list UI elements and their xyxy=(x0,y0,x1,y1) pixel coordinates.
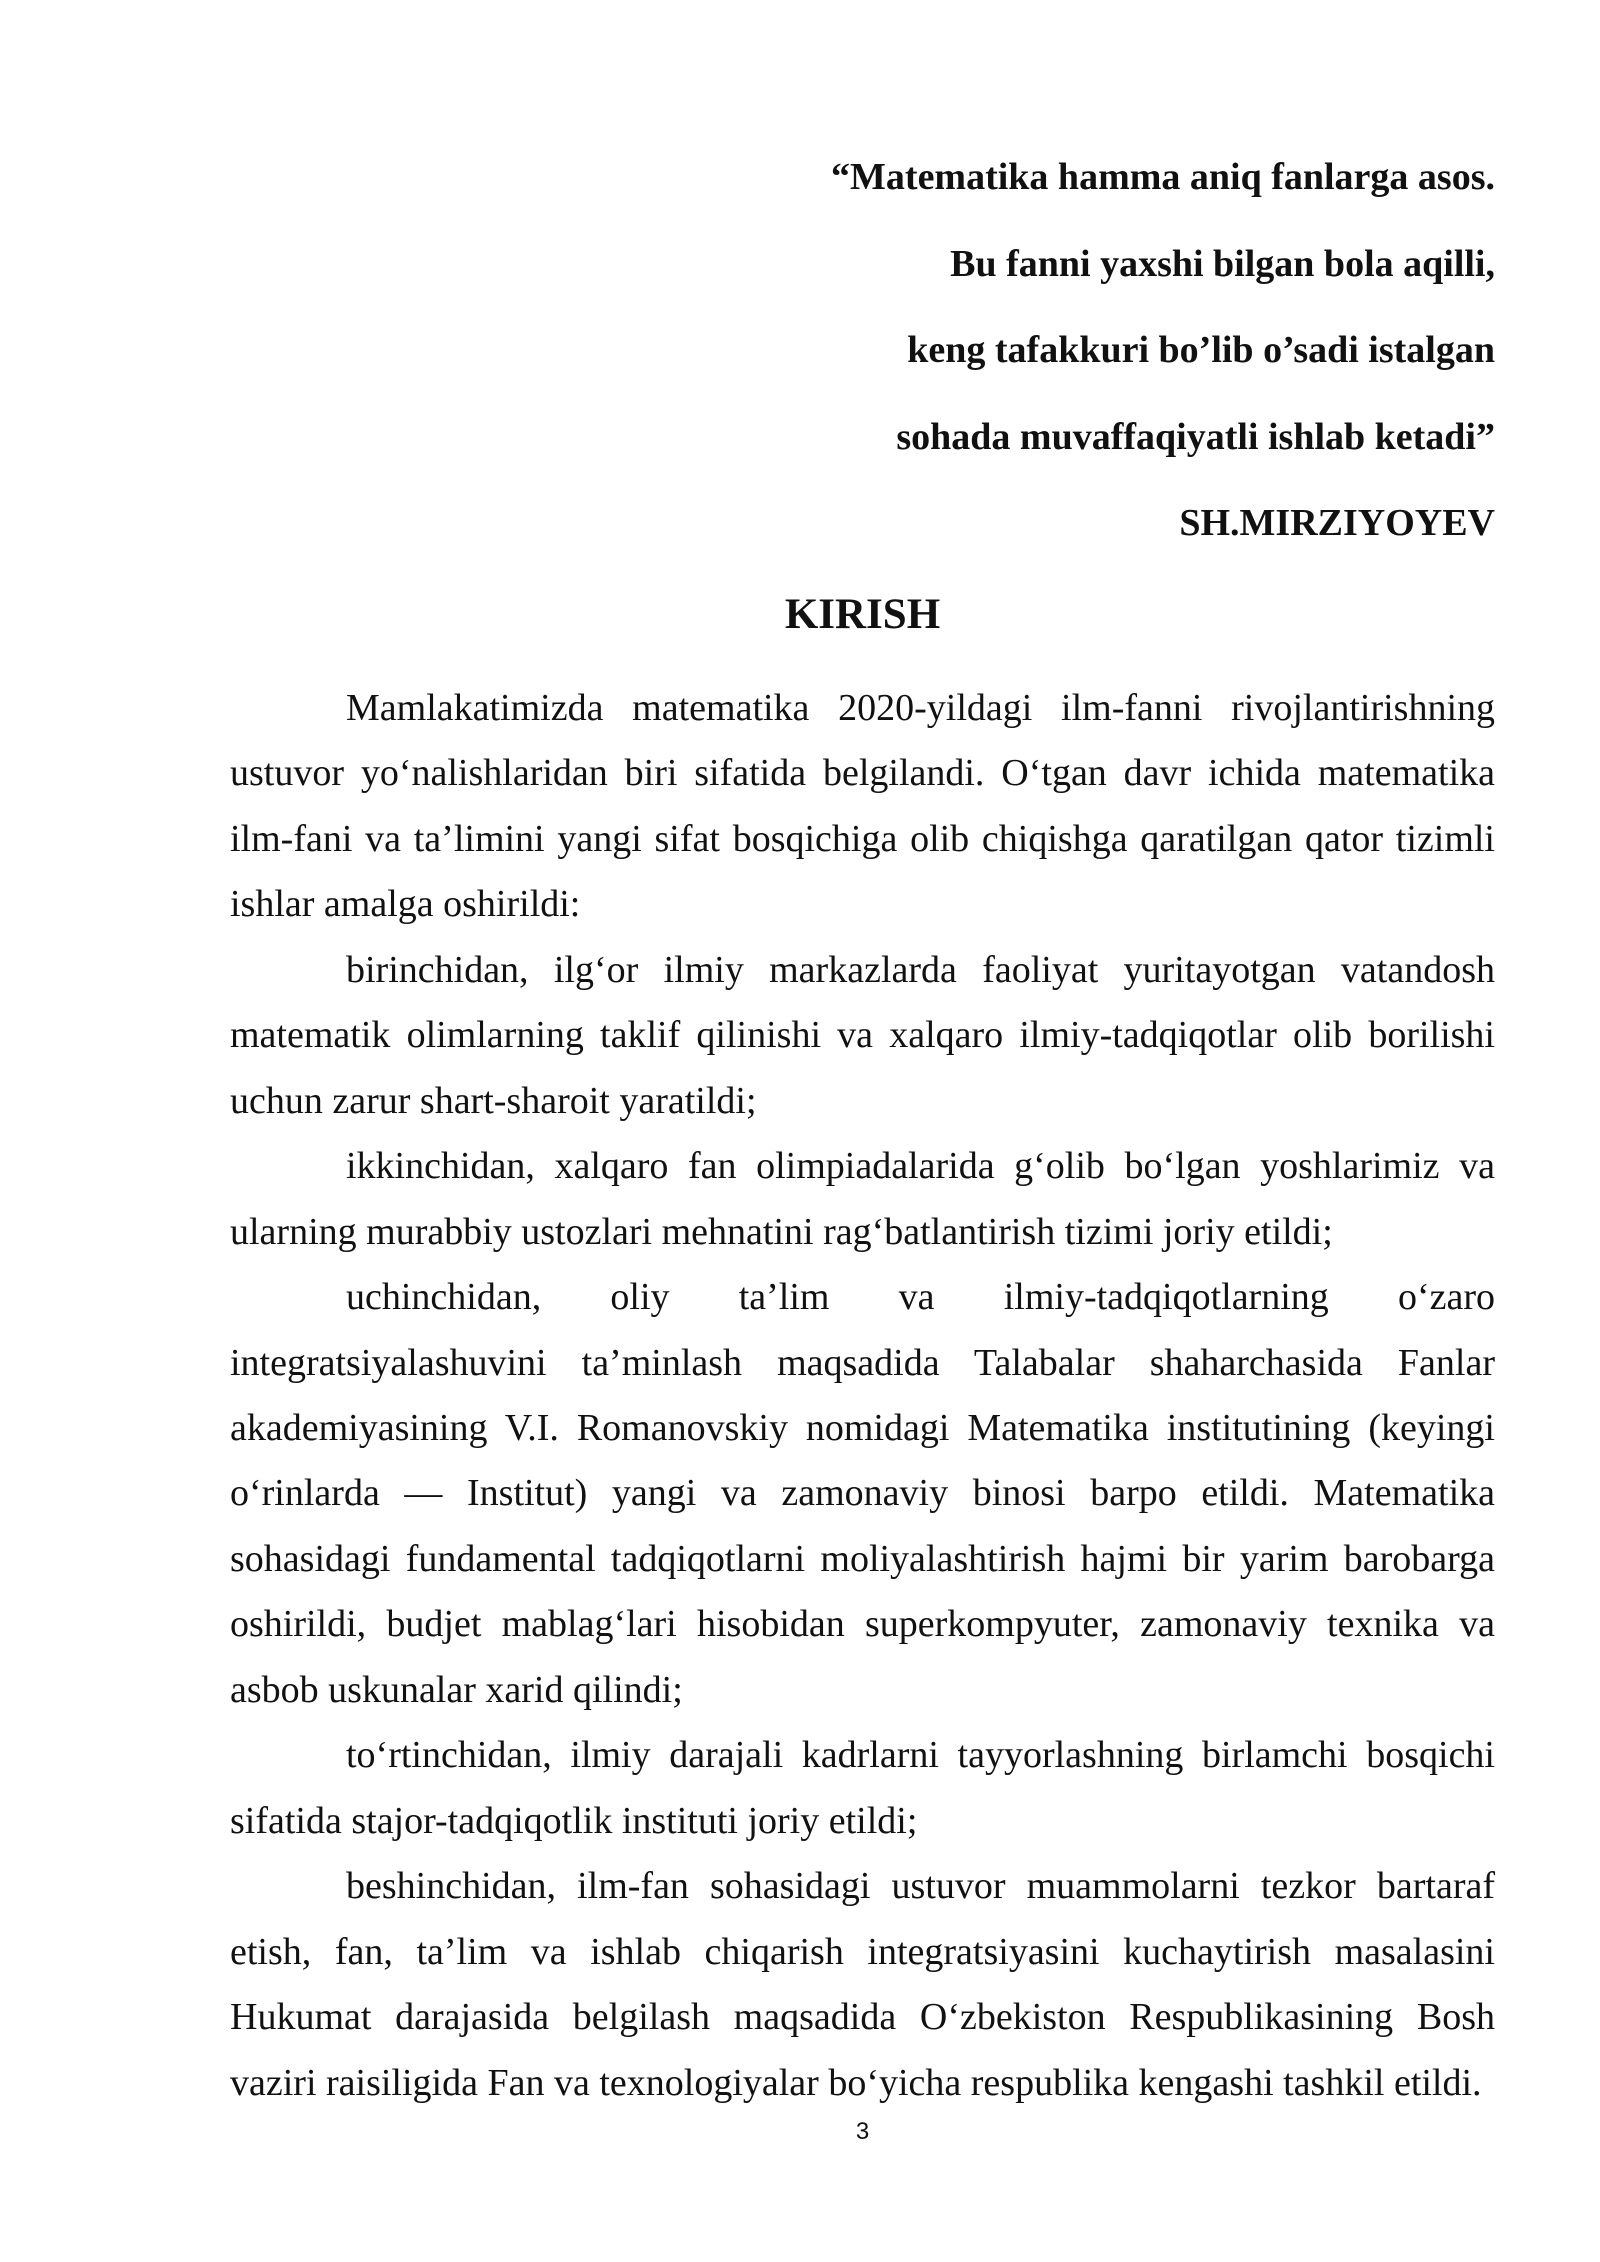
paragraph-line: beshinchidan, ilm-fan sohasidagi ustuvor muammolarni tezkor bartaraf xyxy=(346,1865,1495,1908)
paragraph-line: o‘rinlarda — Institut) yangi va zamonaviy binosi barpo etildi. Matematika xyxy=(230,1472,1495,1515)
paragraph-line: sohasidagi fundamental tadqiqotlarni moliyalashtirish hajmi bir yarim barobarga xyxy=(230,1537,1495,1580)
paragraph-line: oshirildi, budjet mablag‘lari hisobidan superkompyuter, zamonaviy texnika va xyxy=(230,1603,1495,1646)
paragraph xyxy=(230,1265,1495,1723)
page-number: 3 xyxy=(855,2118,870,2145)
paragraph-line: ikkinchidan, xalqaro fan olimpiadalarida g‘olib bo‘lgan yoshlarimiz va xyxy=(346,1145,1495,1188)
paragraph-line: birinchidan, ilg‘or ilmiy markazlarda faoliyat yuritayotgan vatandosh xyxy=(346,948,1495,991)
paragraph-line: uchun zarur shart-sharoit yaratildi; xyxy=(230,1079,757,1122)
epigraph-line: sohada muvaffaqiyatli ishlab ketadi” xyxy=(896,415,1495,458)
paragraph xyxy=(230,1134,1495,1265)
paragraph-line: asbob uskunalar xarid qilindi; xyxy=(230,1668,683,1711)
section-heading: KIRISH xyxy=(784,591,941,638)
paragraph-line: sifatida stajor-tadqiqotlik instituti joriy etildi; xyxy=(230,1799,918,1842)
paragraph-line: Hukumat darajasida belgilash maqsadida O‘zbekiston Respublikasining Bosh xyxy=(230,1996,1495,2039)
body-text xyxy=(230,676,1495,2116)
epigraph-line: keng tafakkuri bo’lib o’sadi istalgan xyxy=(907,329,1495,372)
paragraph-line: integratsiyalashuvini ta’minlash maqsadida Talabalar shaharchasida Fanlar xyxy=(230,1341,1495,1384)
paragraph xyxy=(230,938,1495,1134)
epigraph xyxy=(230,134,1495,567)
paragraph xyxy=(230,1723,1495,1854)
paragraph-line: akademiyasining V.I. Romanovskiy nomidagi Matematika institutining (keyingi xyxy=(230,1406,1495,1449)
paragraph xyxy=(230,676,1495,938)
paragraph-line: uchinchidan, oliy ta’lim va ilmiy-tadqiqotlarning o‘zaro xyxy=(346,1276,1495,1319)
paragraph-line: ilm-fani va ta’limini yangi sifat bosqichiga olib chiqishga qaratilgan qator tizimli xyxy=(230,817,1495,860)
paragraph-line: etish, fan, ta’lim va ishlab chiqarish integratsiyasini kuchaytirish masalasini xyxy=(230,1930,1495,1973)
paragraph-line: ustuvor yo‘nalishlaridan biri sifatida belgilandi. O‘tgan davr ichida matematika xyxy=(230,752,1495,795)
epigraph-author: SH.MIRZIYOYEV xyxy=(1179,502,1495,545)
paragraph-line: Mamlakatimizda matematika 2020-yildagi ilm-fanni rivojlantirishning xyxy=(346,687,1495,729)
paragraph-line: ishlar amalga oshirildi: xyxy=(230,883,581,926)
paragraph xyxy=(230,1854,1495,2116)
paragraph-line: vaziri raisiligida Fan va texnologiyalar bo‘yicha respublika kengashi tashkil etildi. xyxy=(230,2061,1482,2104)
paragraph-line: to‘rtinchidan, ilmiy darajali kadrlarni tayyorlashning birlamchi bosqichi xyxy=(346,1734,1495,1777)
epigraph-line: Bu fanni yaxshi bilgan bola aqilli, xyxy=(950,242,1495,285)
epigraph-line: “Matematika hamma aniq fanlarga asos. xyxy=(831,156,1495,198)
paragraph-line: matematik olimlarning taklif qilinishi va xalqaro ilmiy-tadqiqotlar olib borilishi xyxy=(230,1014,1495,1057)
paragraph-line: ularning murabbiy ustozlari mehnatini rag‘batlantirish tizimi joriy etildi; xyxy=(230,1210,1333,1253)
